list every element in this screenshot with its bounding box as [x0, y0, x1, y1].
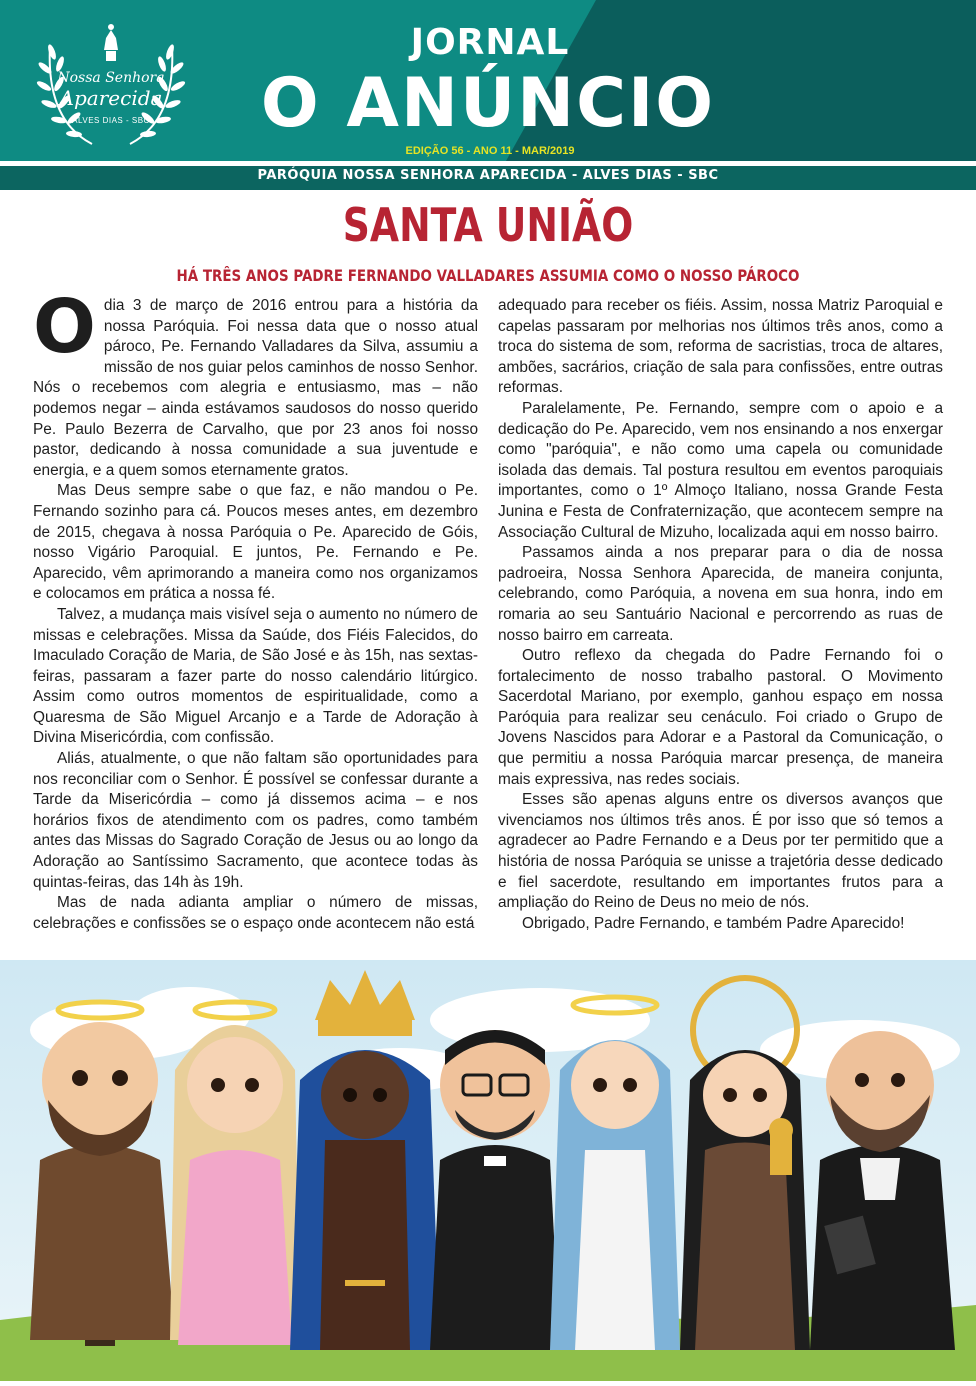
article-paragraph: Obrigado, Padre Fernando, e também Padre Aparecido! [522, 914, 905, 932]
article-column-right [498, 296, 943, 934]
saints-illustration [0, 960, 976, 1381]
article-paragraph: Passamos ainda a nos preparar para o dia de nossa padroeira, Nossa Senhora Aparecida, de maneira conjunta, celebrando, como Paróquia, a novena em sua honra, indo em romaria ao seu Santuário Nacional e percorrendo as ruas de nosso bairro em carreata. [498, 544, 943, 644]
article-paragraph: Mas Deus sempre sabe o que faz, e não mandou o Pe. Fernando sozinho para cá. Poucos meses antes, em dezembro de 2015, chegava à nossa Paróquia o Pe. Aparecido de Góis, nosso Vigário Paroquial. E juntos, Pe. Fernando e Pe. Aparecido, vêm aprimorando a maneira como nos organizamos e colocamos em prática a nossa fé. [33, 482, 478, 603]
parish-bar-bottom [0, 186, 976, 190]
saints-cartoon-image [0, 960, 976, 1381]
article-paragraph: adequado para receber os fiéis. Assim, nossa Matriz Paroquial e capelas passaram por melhorias nos últimos três anos, como a troca do sistema de som, reforma de sacristias, troca de altares, ambões, sacrários, criação de sala para confissões, entre outras reformas. [498, 297, 943, 397]
masthead [0, 0, 976, 190]
saint-bearded-figure [810, 1031, 955, 1350]
logo-text-nossa-senhora: Nossa Senhora [57, 70, 165, 86]
article-subheadline: HÁ TRÊS ANOS PADRE FERNANDO VALLADARES ASSUMIA COMO O NOSSO PÁROCO [176, 266, 800, 285]
parish-logo [32, 16, 190, 156]
crown-icon [104, 24, 118, 61]
article-paragraph: Outro reflexo da chegada do Padre Fernando foi o fortalecimento de nosso trabalho pastoral. O Movimento Sacerdotal Mariano, por exemplo, ganhou espaço em nossa Paróquia para realizar seu cenáculo. Foi criado o Grupo de Jovens Nascidos para Adorar e a Pastoral da Comunicação, o que permitiu a nossa Paróquia marcar presença, de maneira mais expressiva, nas redes sociais. [498, 647, 943, 788]
article-headline: SANTA UNIÃO [342, 198, 634, 252]
newspaper-title: O ANÚNCIO [260, 64, 716, 143]
masthead-jornal-label: JORNAL [410, 22, 570, 63]
drop-cap: O [33, 284, 96, 370]
article-paragraph: Aliás, atualmente, o que não faltam são oportunidades para nos reconciliar com o Senhor. É possível se confessar durante a Tarde da Misericórdia – como já dissemos acima – e nos horários fixos de atendimento com os padres, como também antes das Missas do Sagrado Coração de Jesus ou ao longo da Adoração ao Santíssimo Sacramento, que acontece todas às quintas-feiras, das 14h às 19h. [33, 750, 478, 891]
article-paragraph: Paralelamente, Pe. Fernando, sempre com o apoio e a dedicação do Pe. Aparecido, vem nos ensinando a nos enxergar como "paróquia", e não como uma capela ou comunidade isolada das demais. Tal postura resultou em eventos paroquiais importantes, como o 1º Almoço Italiano, nossa Grande Festa Junina e Festa de Confraternização, que acontecem sempre na Associação Cultural de Mizuho, localizada aqui em nosso bairro. [498, 399, 943, 541]
article-paragraph: Talvez, a mudança mais visível seja o aumento no número de missas e celebrações. Missa da Saúde, dos Fiéis Falecidos, do Imaculado Coração de Maria, de São José e às 15h, nas sextas-feiras, passaram a fazer parte do nosso calendário litúrgico. Assim como outros momentos de espiritualidade, como a Quaresma de São Miguel Arcanjo e a Tarde de Adoração à Divina Misericórdia, com confissão. [33, 605, 478, 747]
article-paragraph: Mas de nada adianta ampliar o número de missas, celebrações e confissões se o espaço onde acontecem não está [33, 894, 478, 932]
logo-text-location: ALVES DIAS - SBC [72, 116, 150, 125]
parish-name: PARÓQUIA NOSSA SENHORA APARECIDA - ALVES DIAS - SBC [257, 168, 719, 183]
saint-mary-pink-figure [170, 1002, 300, 1345]
edition-info: EDIÇÃO 56 - ANO 11 - MAR/2019 [405, 145, 575, 157]
article-paragraph: O dia 3 de março de 2016 entrou para a história da nossa Paróquia. Foi nessa data que o nosso atual pároco, Pe. Fernando Valladares da Silva, assumiu a missão de nos guiar pelos caminhos de nosso Senhor. Nós o recebemos com alegria e entusiasmo, mas – não podemos negar – ainda estávamos saudosos do nosso querido Pe. Paulo Bezerra de Carvalho, que por 23 anos foi nosso pastor, dedicando à nossa comunidade a sua juventude e energia, e a quem somos eternamente gratos. [33, 284, 478, 479]
article-column-left [33, 284, 478, 934]
article-paragraph: Esses são apenas alguns entre os diversos avanços que vivenciamos nos últimos três anos. É por isso que só temos a agradecer ao Padre Fernando e a Deus por ter permitido que a história de nossa Paróquia se unisse a trajetória desse dedicado e fiel sacerdote, resultando em importantes frutos para a ampliação do Reino de Deus no meio de nós. [498, 791, 943, 912]
priest-figure [430, 1030, 560, 1350]
logo-text-aparecida: Aparecida [59, 86, 163, 110]
